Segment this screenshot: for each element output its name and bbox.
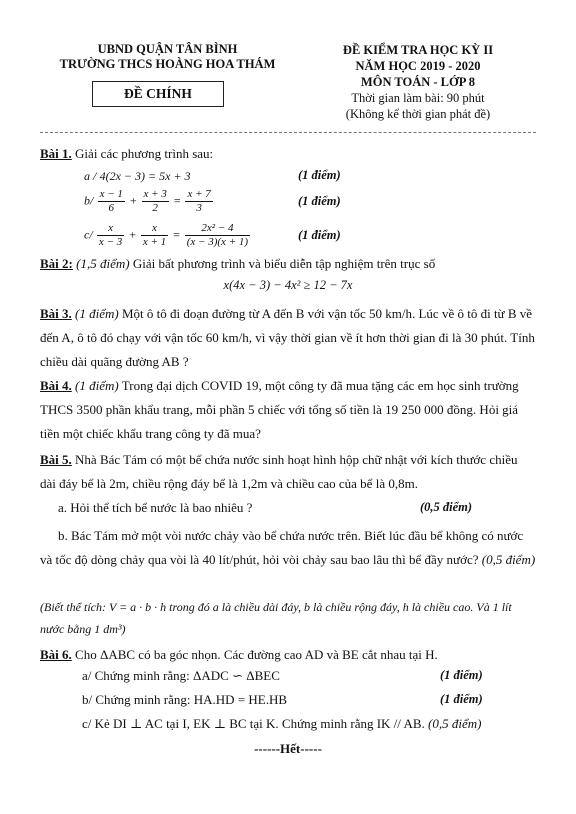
duration-note: (Không kể thời gian phát đề) [345, 107, 491, 121]
school-header [40, 42, 295, 72]
bai6 [40, 643, 536, 667]
bai6-b: b/ Chứng minh rằng: HA.HD = HE.HB [82, 692, 288, 707]
bai3-points: (1 điểm) [75, 306, 119, 321]
bai3-title: Bài 3. [40, 306, 72, 321]
bai5-b [40, 524, 536, 572]
bai2-heading [40, 252, 536, 276]
fraction: $\frac{x + 7}{3}$ [187, 188, 211, 214]
bai1-text: Giải các phương trình sau: [75, 146, 214, 161]
header-divider [40, 132, 536, 133]
official-exam-box: ĐỀ CHÍNH [92, 81, 224, 107]
bai5-a: a. Hỏi thể tích bể nước là bao nhiêu ? [58, 500, 253, 515]
bai5-b-points: (0,5 điểm) [481, 552, 536, 567]
bai4-title: Bài 4. [40, 378, 72, 393]
bai1-b-label: b/ [84, 193, 94, 208]
bai6-a: a/ Chứng minh rằng: ΔADC ∽ ΔBEC [82, 668, 280, 683]
school-name: TRƯỜNG THCS HOÀNG HOA THÁM [59, 57, 276, 71]
bai1-a-label: a / [84, 169, 97, 183]
bai4-points: (1 điểm) [75, 378, 119, 393]
bai4-text: Trong đại dịch COVID 19, một công ty đã mua tặng các em học sinh trường THCS 3500 phần khẩu trang, mỗi phần 5 chiếc với tổng số tiền là 19 250 000 đồng. Hỏi giá tiền một chiếc khẩu trang công ty đã mua? [40, 378, 519, 441]
exam-title: ĐỀ KIỂM TRA HỌC KỲ II [342, 43, 494, 57]
duration: Thời gian làm bài: 90 phút [351, 91, 485, 105]
equals-sign: = [173, 193, 182, 208]
bai1-a [84, 168, 191, 184]
bai3-text: Một ô tô đi đoạn đường từ A đến B với vận tốc 50 km/h. Lúc về ô tô đi từ B về đến A, ô tô đó chạy với vận tốc 60 km/h, vì vậy thời gian về ít hơn thời gian đi là 30 phút. Tính chiều dài quãng đường AB ? [40, 306, 535, 369]
bai1-b [84, 188, 214, 215]
bai1-c [84, 222, 251, 249]
bai1-b-points: (1 điểm) [298, 194, 341, 208]
fraction: $\frac{x + 3}{2}$ [143, 188, 167, 214]
bai2-formula: x(4x − 3) − 4x² ≥ 12 − 7x [223, 278, 353, 292]
bai1-a-points: (1 điểm) [298, 168, 341, 182]
bai6-title: Bài 6. [40, 647, 72, 662]
bai1-heading [40, 142, 536, 166]
fraction: $\frac{x}{x + 1}$ [142, 222, 167, 248]
fraction: $\frac{\text{2x² − 4}}{(x - 3)(x + 1)}$ [186, 222, 249, 248]
bai5-a-points: (0,5 điểm) [420, 500, 473, 514]
fraction: $\frac{x - 1}{6}$ [99, 188, 123, 214]
equals-sign: = [172, 227, 181, 242]
bai3 [40, 302, 536, 374]
school-year: NĂM HỌC 2019 - 2020 [355, 59, 481, 73]
exam-header [318, 42, 518, 122]
bai6-c [82, 716, 481, 732]
bai1-c-points: (1 điểm) [298, 228, 341, 242]
bai5-b-text: b. Bác Tám mở một vòi nước chảy vào bể chứa nước trên. Biết lúc đầu bể không có nước và tốc độ dòng chảy qua vòi là 40 lít/phút, hỏi vòi chảy sau bao lâu thì bể đầy nước? [40, 528, 524, 567]
bai1-a-equation: 4(2x − 3) = 5x + 3 [99, 169, 191, 183]
district-name: UBND QUẬN TÂN BÌNH [97, 42, 238, 56]
bai5-note: (Biết thể tích: V = a · b · h trong đó a là chiều dài đáy, b là chiều rộng đáy, h là chiều cao. Và 1 lít nước bằng 1 dm³) [40, 600, 512, 636]
plus-sign: + [129, 193, 138, 208]
fraction: $\frac{x}{x - 3}$ [98, 222, 123, 248]
bai6-c-points: (0,5 điểm) [428, 716, 482, 731]
bai1-title: Bài 1. [40, 146, 72, 161]
bai5-title: Bài 5. [40, 452, 72, 467]
bai4 [40, 374, 536, 446]
bai1-c-label: c/ [84, 227, 93, 242]
bai5 [40, 448, 536, 496]
bai2-points: (1,5 điểm) [76, 256, 130, 271]
plus-sign: + [128, 227, 137, 242]
bai6-b-points: (1 điểm) [440, 692, 483, 706]
bai6-a-points: (1 điểm) [440, 668, 483, 682]
bai5-text: Nhà Bác Tám có một bể chứa nước sinh hoạt hình hộp chữ nhật với kích thước chiều dài đáy bể là 2m, chiều rộng đáy bể là 1,2m và chiều cao của bể là 0,8m. [40, 452, 518, 491]
bai2-text: Giải bất phương trình và biểu diễn tập nghiệm trên trục số [132, 256, 436, 271]
subject: MÔN TOÁN - LỚP 8 [360, 75, 476, 89]
bai6-text: Cho ΔABC có ba góc nhọn. Các đường cao AD và BE cắt nhau tại H. [75, 647, 438, 662]
bai2-title: Bài 2: [40, 256, 73, 271]
bai6-c-text: c/ Kẻ DI ⊥ AC tại I, EK ⊥ BC tại K. Chứng minh rằng IK // AB. [82, 716, 425, 731]
end-marker: ------Hết----- [254, 741, 322, 756]
